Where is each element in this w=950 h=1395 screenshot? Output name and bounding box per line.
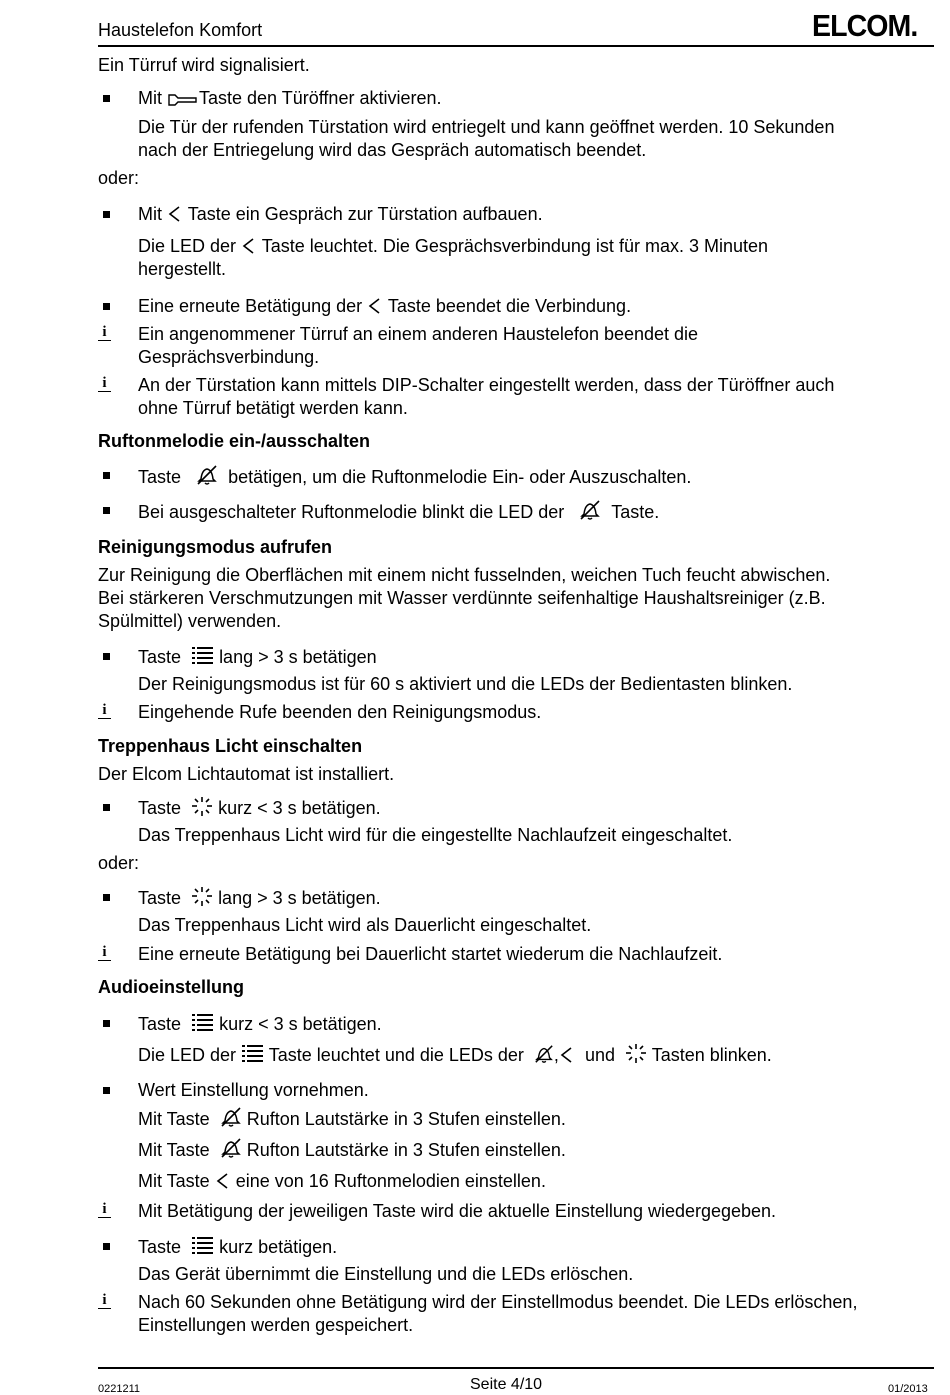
bullet-text: Eine erneute Betätigung der Taste beendet die Verbindung.: [138, 296, 632, 316]
info-text: Gesprächsverbindung.: [138, 347, 320, 367]
bullet: [103, 804, 110, 811]
document-number: 0221211: [98, 1383, 141, 1395]
light-icon: [191, 886, 213, 907]
bell-mute-icon: [220, 1106, 242, 1128]
header-title: Haustelefon Komfort: [98, 20, 263, 40]
info-icon: i: [98, 325, 111, 341]
text-line: oder:: [98, 853, 140, 873]
text-line: Mit Taste Rufton Lautstärke in 3 Stufen einstellen.: [138, 1106, 566, 1131]
info-text: ohne Türruf betätigt werden kann.: [138, 398, 408, 418]
text-line: hergestellt.: [138, 259, 227, 279]
bullet: [103, 472, 110, 479]
text-line: Die LED der Taste leuchtet und die LEDs der , und Tasten blinken.: [138, 1045, 772, 1065]
bullet-text: Taste lang > 3 s betätigen: [138, 647, 377, 667]
bullet: [103, 507, 110, 514]
door-opener-icon: [167, 91, 199, 107]
light-icon: [191, 796, 213, 817]
bullet-text: Taste lang > 3 s betätigen.: [138, 888, 381, 908]
text-line: Die Tür der rufenden Türstation wird entriegelt und kann geöffnet werden. 10 Sekunden: [138, 117, 835, 137]
bullet-text: Taste kurz betätigen.: [138, 1237, 338, 1257]
text-line: Zur Reinigung die Oberflächen mit einem nicht fusselnden, weichen Tuch feucht abwischen.: [98, 565, 831, 585]
text-line: Die LED der Taste leuchtet. Die Gesprächsverbindung ist für max. 3 Minuten: [138, 236, 768, 256]
info-icon: i: [98, 1293, 111, 1309]
elcom-logo: ELCOM.: [812, 8, 918, 43]
text-line: Der Reinigungsmodus ist für 60 s aktiviert und die LEDs der Bedientasten blinken.: [138, 674, 793, 694]
bullet: [103, 211, 110, 218]
light-icon: [625, 1043, 647, 1064]
bullet-text: Taste betätigen, um die Ruftonmelodie Ein- oder Auszuschalten.: [138, 464, 691, 489]
text-line: Der Elcom Lichtautomat ist installiert.: [98, 764, 395, 784]
bell-mute-icon: [196, 464, 218, 486]
info-text: Mit Betätigung der jeweiligen Taste wird die aktuelle Einstellung wiedergegeben.: [138, 1201, 777, 1221]
bullet-text: Wert Einstellung vornehmen.: [138, 1080, 369, 1100]
section-heading: Audioeinstellung: [98, 977, 244, 997]
bullet-text: Bei ausgeschalteter Ruftonmelodie blinkt die LED der Taste.: [138, 499, 659, 524]
bullet: [103, 1087, 110, 1094]
bell-mute-icon: [534, 1044, 554, 1064]
info-text: Einstellungen werden gespeichert.: [138, 1315, 414, 1335]
info-icon: i: [98, 945, 111, 961]
text-line: Spülmittel) verwenden.: [98, 611, 282, 631]
header-divider: [98, 45, 934, 47]
bullet-text: Mit Taste ein Gespräch zur Türstation aufbauen.: [138, 204, 543, 224]
text-line: Das Treppenhaus Licht wird für die eingestellte Nachlaufzeit eingeschaltet.: [138, 825, 733, 845]
page-number: Seite 4/10: [470, 1376, 543, 1393]
bullet: [103, 303, 110, 310]
menu-list-icon: [241, 1043, 264, 1064]
info-text: An der Türstation kann mittels DIP-Schalter eingestellt werden, dass der Türöffner auch: [138, 375, 835, 395]
bullet: [103, 1020, 110, 1027]
info-icon: i: [98, 1202, 111, 1218]
text-line: Das Gerät übernimmt die Einstellung und die LEDs erlöschen.: [138, 1264, 634, 1284]
bell-mute-icon: [579, 499, 601, 521]
info-text: Eingehende Rufe beenden den Reinigungsmodus.: [138, 702, 542, 722]
bell-mute-icon: [220, 1137, 242, 1159]
bullet-text: Mit Taste den Türöffner aktivieren.: [138, 88, 442, 108]
document-date: 01/2013: [888, 1383, 928, 1395]
info-text: Ein angenommener Türruf an einem anderen Haustelefon beendet die: [138, 324, 699, 344]
info-icon: i: [98, 703, 111, 719]
text-line: Ein Türruf wird signalisiert.: [98, 55, 310, 75]
bullet: [103, 95, 110, 102]
info-text: Eine erneute Betätigung bei Dauerlicht startet wiederum die Nachlaufzeit.: [138, 944, 723, 964]
speaker-icon: [241, 237, 257, 255]
bullet: [103, 653, 110, 660]
info-icon: i: [98, 376, 111, 392]
section-heading: Treppenhaus Licht einschalten: [98, 736, 363, 756]
text-line: nach der Entriegelung wird das Gespräch automatisch beendet.: [138, 140, 647, 160]
section-heading: Reinigungsmodus aufrufen: [98, 537, 332, 557]
menu-list-icon: [191, 645, 214, 666]
speaker-icon: [167, 205, 183, 223]
text-line: Das Treppenhaus Licht wird als Dauerlicht eingeschaltet.: [138, 915, 592, 935]
speaker-icon: [559, 1046, 575, 1064]
speaker-icon: [367, 297, 383, 315]
menu-list-icon: [191, 1012, 214, 1033]
menu-list-icon: [191, 1235, 214, 1256]
text-line: oder:: [98, 168, 140, 188]
info-text: Nach 60 Sekunden ohne Betätigung wird der Einstellmodus beendet. Die LEDs erlöschen,: [138, 1292, 858, 1312]
footer-divider: [98, 1367, 934, 1369]
section-heading: Ruftonmelodie ein-/ausschalten: [98, 431, 371, 451]
bullet-text: Taste kurz < 3 s betätigen.: [138, 1014, 382, 1034]
text-line: Mit Taste Rufton Lautstärke in 3 Stufen einstellen.: [138, 1137, 566, 1162]
bullet: [103, 1243, 110, 1250]
speaker-icon: [215, 1172, 231, 1190]
bullet: [103, 894, 110, 901]
text-line: Mit Taste eine von 16 Ruftonmelodien einstellen.: [138, 1171, 546, 1191]
text-line: Bei stärkeren Verschmutzungen mit Wasser verdünnte seifenhaltige Haushaltsreiniger (z.B.: [98, 588, 826, 608]
bullet-text: Taste kurz < 3 s betätigen.: [138, 798, 381, 818]
